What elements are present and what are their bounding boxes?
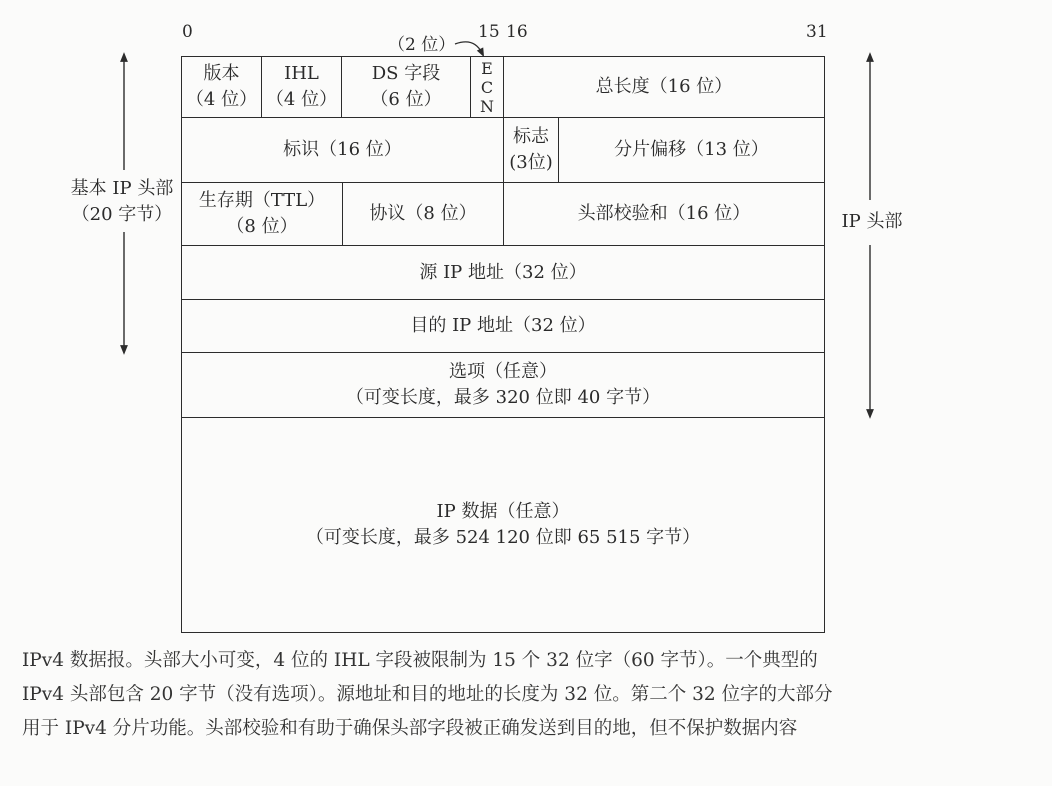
- flags-field: [503, 117, 559, 183]
- ip-data-field: [181, 417, 825, 633]
- ip-data-field-name: IP 数据（任意）: [436, 501, 570, 522]
- bit-label-15: 15: [478, 22, 500, 42]
- ds-field: [341, 56, 471, 118]
- destination-ip-label: 目的 IP 地址（32 位）: [410, 315, 596, 336]
- fragment-offset-label: 分片偏移（13 位）: [614, 139, 769, 160]
- ttl-field: [181, 182, 343, 246]
- ip-header-label: IP 头部: [841, 211, 903, 232]
- options-field: [181, 352, 825, 418]
- ihl-field-bits: （4 位）: [265, 89, 338, 110]
- total-length-field: [503, 56, 825, 118]
- flags-field-bits: (3位): [509, 152, 553, 173]
- ihl-field: [261, 56, 342, 118]
- bit-label-31: 31: [806, 22, 828, 42]
- flags-field-name: 标志: [513, 126, 549, 147]
- ecn-field: [470, 56, 504, 118]
- ds-field-bits: （6 位）: [370, 89, 442, 110]
- ttl-field-bits: （8 位）: [226, 216, 298, 237]
- checksum-field: [503, 182, 825, 246]
- source-ip-field: [181, 245, 825, 300]
- ecn-pointer-arrow: [455, 42, 482, 53]
- caption-line-1: IPv4 数据报。头部大小可变，4 位的 IHL 字段被限制为 15 个 32 位字（60 字节）。一个典型的: [22, 650, 818, 671]
- total-length-label: 总长度（16 位）: [595, 76, 733, 97]
- identification-field: [181, 117, 504, 183]
- protocol-field: [342, 182, 504, 246]
- options-field-note: （可变长度，最多 320 位即 40 字节）: [345, 387, 661, 408]
- ds-field-name: DS 字段: [371, 63, 441, 84]
- source-ip-label: 源 IP 地址（32 位）: [419, 261, 587, 283]
- ecn-letter-e: E: [481, 58, 493, 78]
- ecn-width-note: （2 位）: [388, 35, 456, 55]
- version-field: [181, 56, 262, 118]
- protocol-label: 协议（8 位）: [369, 203, 477, 224]
- ecn-letter-n: N: [480, 96, 494, 116]
- basic-header-label: [52, 176, 192, 228]
- ttl-field-name: 生存期（TTL）: [198, 190, 326, 211]
- caption-line-2: IPv4 头部包含 20 字节（没有选项）。源地址和目的地址的长度为 32 位。第二个 32 位字的大部分: [22, 684, 833, 705]
- basic-header-label-size: （20 字节）: [71, 204, 173, 225]
- options-field-name: 选项（任意）: [449, 361, 557, 382]
- caption-line-3: 用于 IPv4 分片功能。头部校验和有助于确保头部字段被正确发送到目的地，但不保护数据内容: [22, 718, 798, 739]
- version-field-name: 版本: [203, 63, 240, 84]
- bit-label-0: 0: [182, 22, 193, 42]
- ihl-field-name: IHL: [284, 63, 319, 84]
- figure-caption: [22, 644, 1042, 746]
- basic-header-label-title: 基本 IP 头部: [70, 178, 174, 199]
- version-field-bits: （4 位）: [185, 89, 258, 110]
- identification-label: 标识（16 位）: [283, 139, 402, 160]
- ip-data-field-note: （可变长度，最多 524 120 位即 65 515 字节）: [305, 527, 701, 548]
- destination-ip-field: [181, 299, 825, 353]
- bit-label-16: 16: [506, 22, 528, 42]
- ecn-letter-c: C: [480, 77, 494, 97]
- checksum-label: 头部校验和（16 位）: [577, 203, 751, 224]
- fragment-offset-field: [558, 117, 825, 183]
